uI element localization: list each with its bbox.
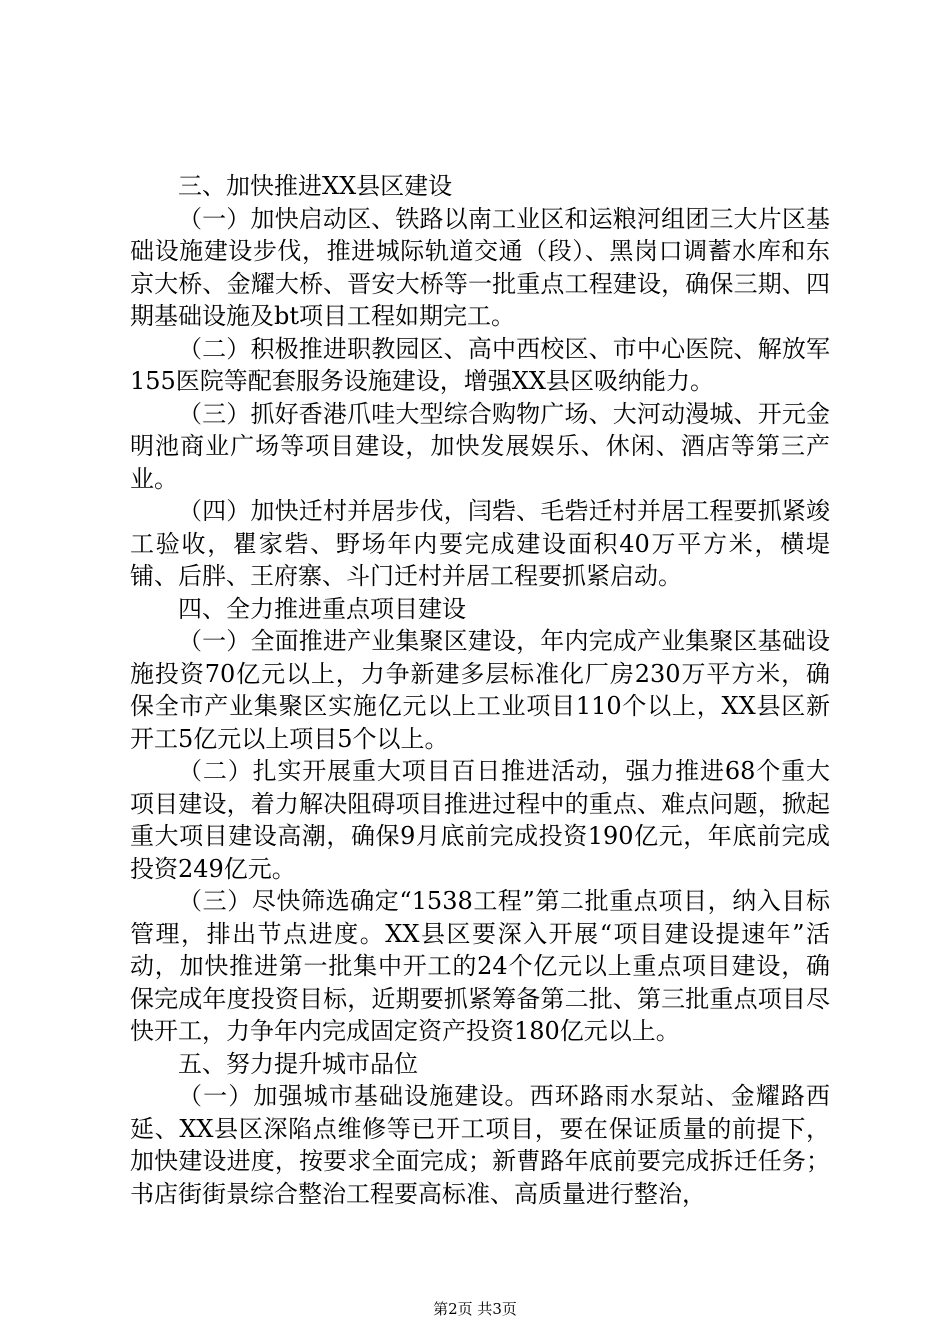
paragraph: （三）抓好香港爪哇大型综合购物广场、大河动漫城、开元金明池商业广场等项目建设，加快发展娱乐、休闲、酒店等第三产业。 — [130, 399, 830, 493]
paragraph: （二）扎实开展重大项目百日推进活动，强力推进68个重大项目建设，着力解决阻碍项目推进过程中的重点、难点问题，掀起重大项目建设高潮，确保9月底前完成投资190亿元，年底前完成投资249亿元。 — [130, 757, 830, 883]
paragraph: （三）尽快筛选确定“1538工程”第二批重点项目，纳入目标管理，排出节点进度。XX县区要深入开展“项目建设提速年”活动，加快推进第一批集中开工的24个亿元以上重点项目建设，确保完成年度投资目标，近期要抓紧筹备第二批、第三批重点项目尽快开工，力争年内完成固定资产投资180亿元以上。 — [130, 887, 830, 1045]
paragraph: （一）加快启动区、铁路以南工业区和运粮河组团三大片区基础设施建设步伐，推进城际轨道交通（段）、黑岗口调蓄水库和东京大桥、金耀大桥、晋安大桥等一批重点工程建设，确保三期、四期基础设施及bt项目工程如期完工。 — [130, 204, 830, 330]
paragraph: （一）全面推进产业集聚区建设，年内完成产业集聚区基础设施投资70亿元以上，力争新建多层标准化厂房230万平方米，确保全市产业集聚区实施亿元以上工业项目110个以上，XX县区新开工5亿元以上项目5个以上。 — [130, 627, 830, 753]
section-heading-3: 三、加快推进XX县区建设 — [178, 172, 453, 200]
document-body — [130, 170, 830, 1210]
section-heading-4: 四、全力推进重点项目建设 — [178, 594, 466, 623]
paragraph: （四）加快迁村并居步伐，闫砦、毛砦迁村并居工程要抓紧竣工验收，瞿家砦、野场年内要完成建设面积40万平方米，横堤铺、后胖、王府寨、斗门迁村并居工程要抓紧启动。 — [130, 497, 830, 590]
paragraph: （一）加强城市基础设施建设。西环路雨水泵站、金耀路西延、XX县区深陷点维修等已开工项目，要在保证质量的前提下，加快建设进度，按要求全面完成；新曹路年底前要完成拆迁任务；书店街街景综合整治工程要高标准、高质量进行整治， — [130, 1082, 830, 1208]
section-heading-5: 五、努力提升城市品位 — [178, 1049, 418, 1078]
page-footer: 第2页 共3页 — [433, 1300, 517, 1318]
paragraph: （二）积极推进职教园区、高中西校区、市中心医院、解放军155医院等配套服务设施建设，增强XX县区吸纳能力。 — [130, 334, 830, 395]
